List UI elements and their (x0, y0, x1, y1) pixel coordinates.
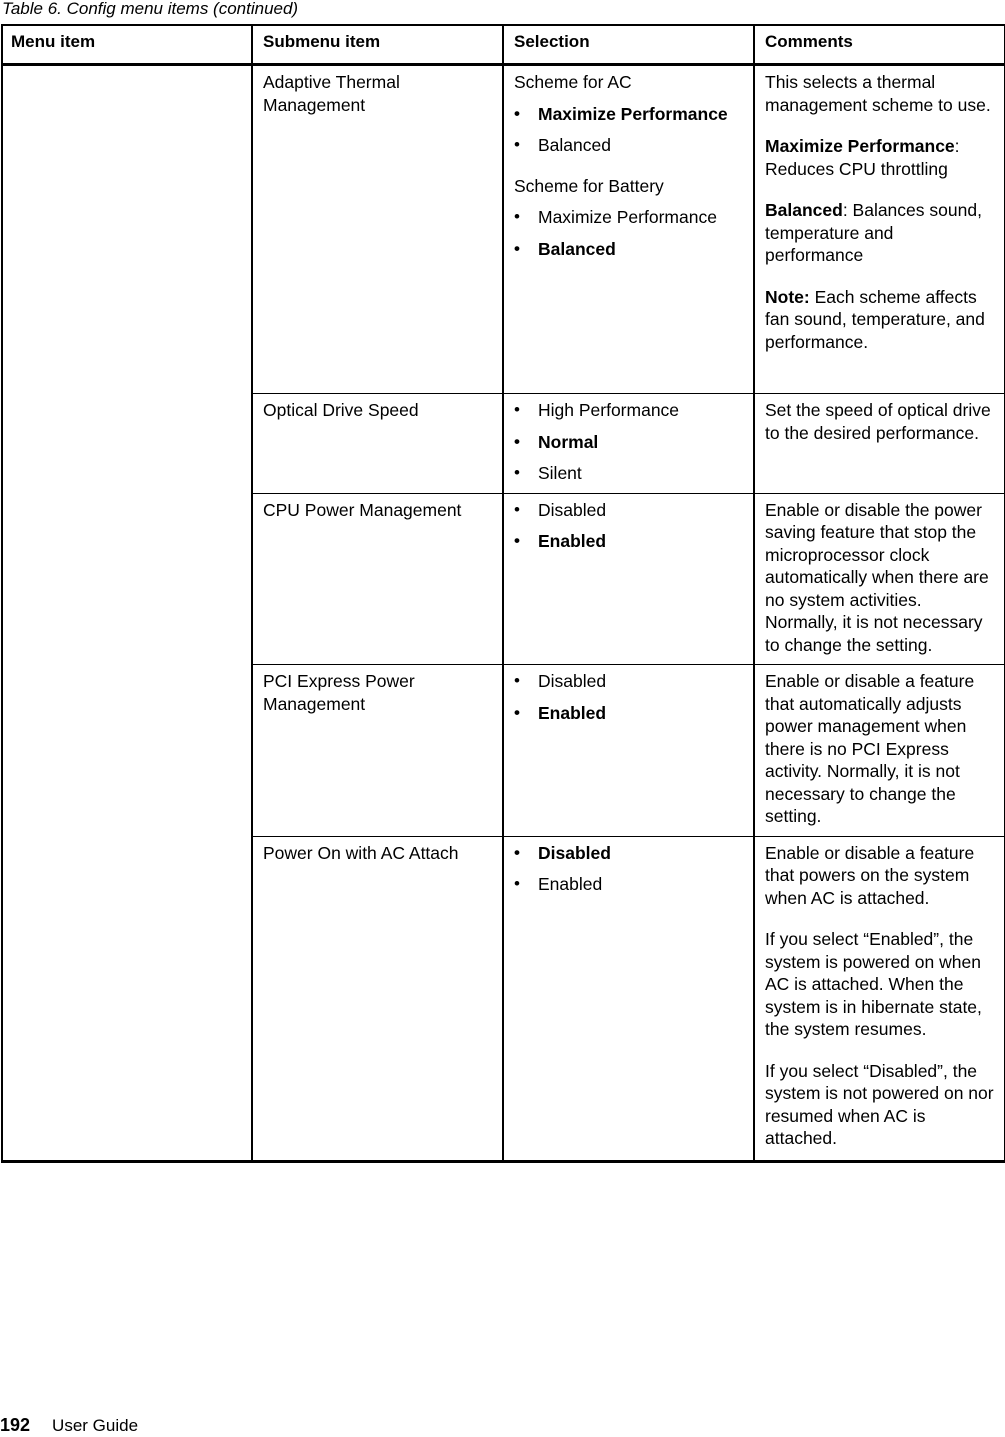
bullet-icon: • (514, 874, 520, 893)
bullet-icon: • (514, 499, 520, 519)
table-caption: Table 6. Config menu items (continued) (2, 0, 299, 18)
bullet-icon: • (514, 135, 520, 154)
submenu-label-line: Power On with AC Attach (263, 842, 459, 863)
selection-cell (503, 493, 754, 665)
comment-paragraph: If you select “Disabled”, the system is not powered on nor resumed when AC is attached. (765, 1060, 994, 1148)
submenu-label-line: Optical Drive Speed (263, 400, 419, 420)
bullet-icon: • (514, 463, 520, 482)
selection-option: • High Performance (514, 400, 680, 420)
submenu-cell (252, 836, 503, 1161)
document-title: User Guide (52, 1416, 139, 1435)
bullet-icon: • (514, 431, 520, 451)
selection-option: • Silent (514, 463, 582, 483)
selection-option: • Balanced (514, 238, 616, 259)
submenu-label-line: Management (263, 94, 366, 115)
selection-cell (503, 65, 754, 394)
comment-paragraph: Enable or disable a feature that powers on the system when AC is attached. (765, 842, 975, 908)
bullet-icon: • (514, 207, 520, 226)
selection-options (514, 670, 745, 724)
selection-options (514, 499, 745, 553)
selection-option: • Enabled (514, 874, 603, 894)
selection-cell (503, 836, 754, 1161)
page-number: 192 (0, 1415, 31, 1435)
submenu-cell (252, 665, 503, 837)
selection-options (514, 399, 745, 485)
selection-options (514, 103, 745, 157)
bullet-icon: • (514, 103, 520, 123)
selection-heading: Scheme for Battery (514, 175, 664, 196)
comments-cell: Enable or disable the power saving feature that stop the microprocessor clock automatically when there are no system activities. Normally, it is not necessary to change the setting. (754, 493, 1005, 665)
selection-options (514, 842, 745, 896)
selection-heading: Scheme for AC (514, 72, 632, 92)
header-submenu-item: Submenu item (252, 25, 503, 65)
comment-paragraph: If you select “Enabled”, the system is powered on when AC is attached. When the system is in hibernate state, the system resumes. (765, 929, 982, 1039)
comment-paragraph: This selects a thermal management scheme to use. (765, 72, 991, 115)
submenu-label-line: CPU Power Management (263, 499, 462, 520)
config-menu-table (1, 24, 1005, 1163)
comment-paragraph: Balanced: Balances sound, temperature and performance (765, 200, 982, 265)
bullet-icon: • (514, 671, 520, 690)
selection-option: • Maximize Performance (514, 207, 717, 227)
bullet-icon: • (514, 702, 520, 722)
selection-option: • Normal (514, 431, 599, 452)
selection-option: • Enabled (514, 702, 607, 723)
selection-option: • Enabled (514, 531, 607, 551)
selection-option: • Disabled (514, 499, 607, 520)
header-menu-item: Menu item (2, 25, 252, 65)
selection-option: • Disabled (514, 671, 607, 691)
selection-option: • Disabled (514, 842, 611, 863)
selection-option: • Balanced (514, 135, 611, 155)
submenu-cell (252, 493, 503, 665)
selection-cell (503, 665, 754, 837)
menu-item-cell (2, 65, 252, 1162)
selection-cell (503, 394, 754, 494)
comment-paragraph: Maximize Performance: Reduces CPU throttling (765, 136, 960, 179)
bullet-icon: • (514, 400, 520, 419)
submenu-label-line: Management (263, 693, 366, 714)
table-header-row (2, 25, 1005, 65)
comment-paragraph: Note: Each scheme affects fan sound, temperature, and performance. (765, 286, 985, 352)
comments-cell: Enable or disable a feature that automatically adjusts power management when there is no PCI Express activity. Normally, it is not necessary to change the setting. (754, 665, 1005, 837)
comments-cell: Set the speed of optical drive to the desired performance. (754, 394, 1005, 494)
submenu-cell (252, 394, 503, 494)
selection-options (514, 206, 745, 260)
submenu-label-line: Adaptive Thermal (263, 72, 400, 92)
bullet-icon: • (514, 238, 520, 258)
header-comments: Comments (754, 25, 1005, 65)
submenu-label-line: PCI Express Power (263, 671, 415, 691)
bullet-icon: • (514, 842, 520, 862)
selection-option: • Maximize Performance (514, 103, 728, 124)
comments-cell (754, 836, 1005, 1161)
bullet-icon: • (514, 531, 520, 550)
comments-cell (754, 65, 1005, 394)
submenu-cell (252, 65, 503, 394)
table-row (2, 65, 1005, 394)
header-selection: Selection (503, 25, 754, 65)
